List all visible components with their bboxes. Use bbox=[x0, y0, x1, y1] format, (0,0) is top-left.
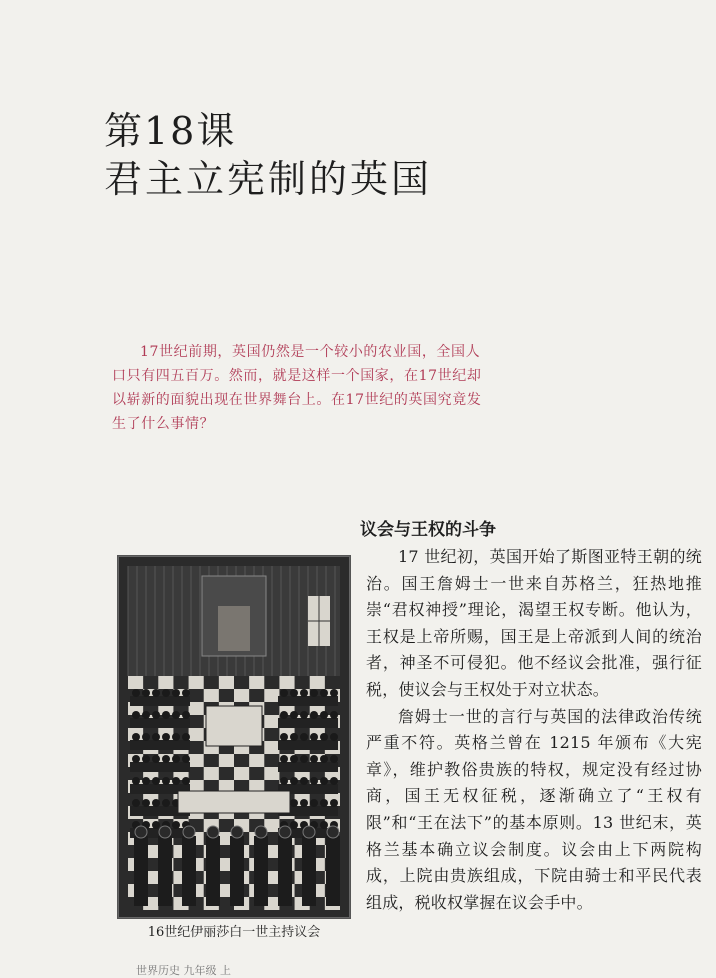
figure-caption: 16世纪伊丽莎白一世主持议会 bbox=[147, 925, 321, 940]
lesson-number: 第18课 bbox=[104, 109, 237, 153]
parliament-engraving bbox=[118, 556, 350, 918]
body-paragraph: 詹姆士一世的言行与英国的法律政治传统严重不符。英格兰曾在 1215 年颁布《大宪章》，维护教俗贵族的特权，规定没有经过协商，国王无权征税，逐渐确立了“王权有限”和“王在法下”的基本原则。13 世纪末，英格兰基本确立议会制度。议会由上下两院构成，上院由贵族组成，下院由骑士和平民代表组成，税收权掌握在议会手中。 bbox=[366, 706, 702, 912]
intro-paragraph: 17世纪前期，英国仍然是一个较小的农业国，全国人口只有四五百万。然而，就是这样一个国家，在17世纪却以崭新的面貌出现在世界舞台上。在17世纪的英国究竟发生了什么事情？ bbox=[112, 344, 482, 432]
body-paragraph: 17 世纪初，英国开始了斯图亚特王朝的统治。国王詹姆士一世来自苏格兰，狂热地推崇“君权神授”理论，渴望王权专断。他认为，王权是上帝所赐，国王是上帝派到人间的统治者，神圣不可侵犯。他不经议会批准，强行征税，使议会与王权处于对立状态。 bbox=[366, 547, 702, 699]
page-footer: 世界历史 九年级 上 bbox=[136, 964, 231, 977]
engraving-illustration bbox=[118, 556, 350, 918]
lesson-title: 君主立宪制的英国 bbox=[104, 157, 433, 201]
section-heading: 议会与王权的斗争 bbox=[360, 520, 496, 540]
section-body bbox=[366, 544, 702, 916]
